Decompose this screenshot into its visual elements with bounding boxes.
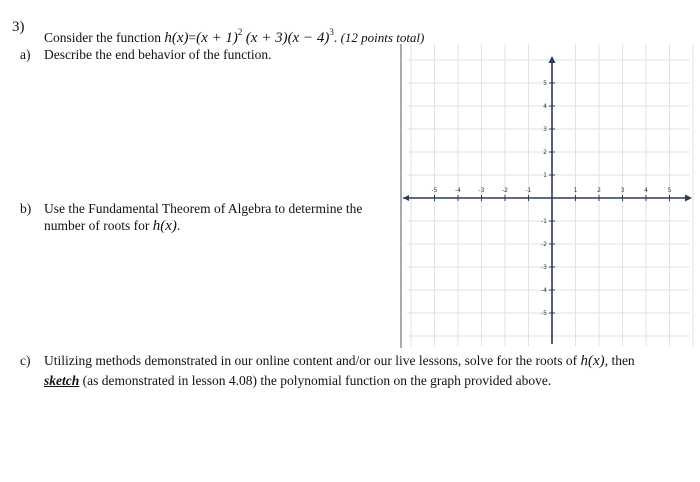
graph-axes bbox=[403, 56, 692, 344]
y-tick-label: -5 bbox=[541, 310, 547, 317]
part-b-line2-suffix: . bbox=[176, 218, 181, 233]
sketch-emphasis: sketch bbox=[44, 373, 80, 388]
part-a-label: a) bbox=[20, 47, 31, 62]
y-tick-label: -1 bbox=[541, 218, 547, 225]
part-b-math: h(x) bbox=[152, 218, 177, 234]
y-tick-label: -4 bbox=[541, 287, 547, 294]
function-exponent-1: 2 bbox=[237, 27, 243, 37]
x-tick-label: 1 bbox=[573, 187, 578, 194]
question-intro: Consider the function bbox=[44, 30, 161, 45]
x-tick-label: 2 bbox=[597, 187, 601, 194]
part-c-math: h(x) bbox=[580, 353, 605, 369]
part-b-label: b) bbox=[20, 201, 32, 216]
x-tick-label: 3 bbox=[620, 187, 625, 194]
x-tick-label: 5 bbox=[667, 187, 672, 194]
function-exponent-2: 3 bbox=[329, 27, 334, 37]
part-c-line1-prefix: Utilizing methods demonstrated in our online content and/or our live lessons, solve for the roots of bbox=[44, 353, 578, 368]
y-tick-label: 1 bbox=[543, 172, 547, 179]
x-axis-left-arrow bbox=[403, 195, 409, 201]
x-tick-label: -2 bbox=[502, 187, 508, 194]
function-eq: = bbox=[188, 30, 197, 45]
x-tick-label: -3 bbox=[478, 187, 485, 194]
function-period: . bbox=[333, 30, 338, 45]
x-tick-label: -5 bbox=[431, 187, 438, 194]
graph-grid bbox=[407, 44, 693, 346]
y-tick-label: 4 bbox=[543, 103, 547, 110]
x-tick-label: 4 bbox=[644, 187, 648, 194]
function-lhs: h(x) bbox=[164, 30, 189, 46]
x-tick-label: -1 bbox=[525, 187, 532, 194]
y-tick-label: -3 bbox=[541, 264, 547, 271]
part-b-line2-prefix: number of roots for bbox=[44, 218, 150, 233]
x-axis-right-arrow bbox=[685, 195, 692, 202]
y-tick-label: 3 bbox=[543, 126, 547, 133]
points-note: (12 points total) bbox=[340, 30, 425, 45]
part-c-line1-suffix: , then bbox=[604, 353, 635, 368]
question-number: 3) bbox=[12, 19, 25, 35]
part-c-line2-rest: (as demonstrated in lesson 4.08) the polynomial function on the graph provided above. bbox=[82, 373, 552, 388]
part-b-line1: Use the Fundamental Theorem of Algebra to determine the bbox=[44, 201, 363, 216]
x-tick-label: -4 bbox=[455, 187, 461, 194]
part-c-label: c) bbox=[20, 353, 31, 368]
y-tick-label: 2 bbox=[543, 149, 547, 156]
y-tick-label: 5 bbox=[543, 80, 547, 87]
function-factor-1: (x + 1) bbox=[196, 30, 238, 46]
y-tick-label: -2 bbox=[541, 241, 547, 248]
function-factor-2: (x + 3)(x − 4) bbox=[245, 30, 330, 46]
part-a-text: Describe the end behavior of the function. bbox=[44, 47, 272, 62]
